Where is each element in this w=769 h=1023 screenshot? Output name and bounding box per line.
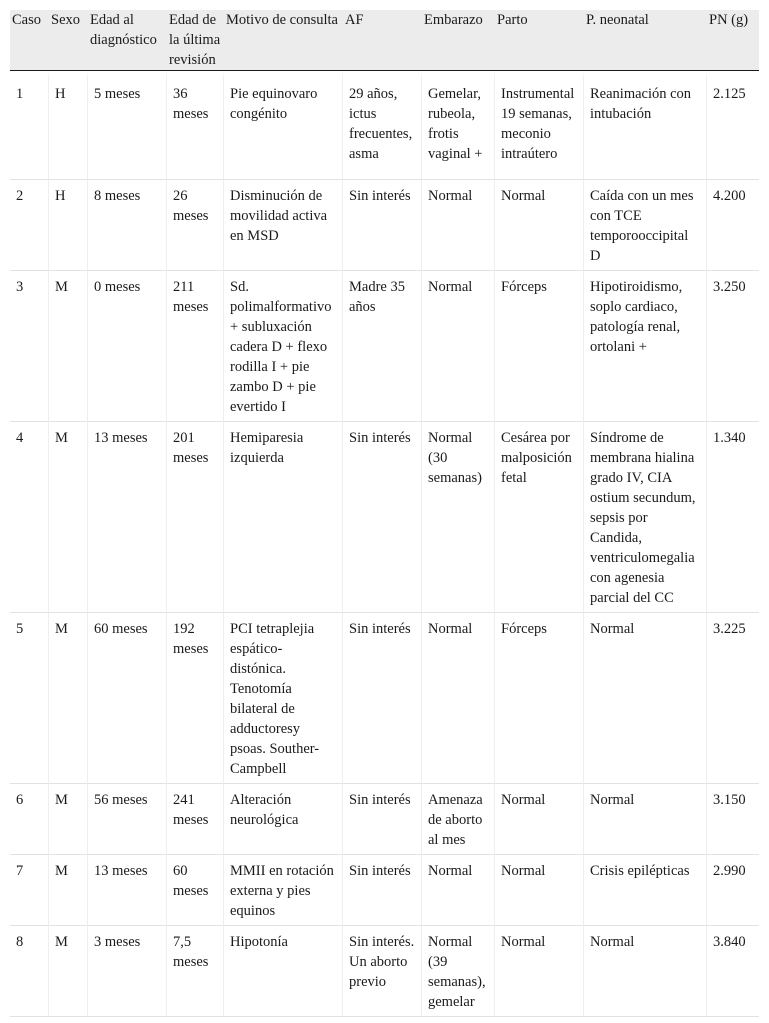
cell-parto: Instrumental 19 semanas, meconio intraútero: [495, 71, 584, 180]
cell-pn: 3.225: [707, 613, 759, 784]
header-af: AF: [343, 10, 422, 71]
cell-embarazo: Normal: [422, 855, 495, 926]
cell-embarazo: Normal: [422, 613, 495, 784]
cell-af: Sin interés: [343, 180, 422, 271]
cell-edad-diagnostico: 56 meses: [88, 784, 167, 855]
header-edad-revision: Edad de la última revisión: [167, 10, 224, 71]
table-header: [10, 10, 759, 71]
cell-p-neonatal: Reanimación con intubación: [584, 71, 707, 180]
cell-parto: Cesárea por malposición fetal: [495, 422, 584, 613]
cell-sexo: M: [49, 926, 88, 1017]
cell-caso: 5: [10, 613, 49, 784]
cell-pn: 2.990: [707, 855, 759, 926]
cell-motivo: MMII en rotación externa y pies equinos: [224, 855, 343, 926]
cell-edad-diagnostico: 13 meses: [88, 422, 167, 613]
cell-p-neonatal: Normal: [584, 926, 707, 1017]
table-row: [10, 613, 759, 784]
cell-edad-diagnostico: 3 meses: [88, 926, 167, 1017]
cell-af: Sin interés: [343, 613, 422, 784]
cell-edad-revision: 211 meses: [167, 271, 224, 422]
cell-p-neonatal: Hipotiroidismo, soplo cardiaco, patología renal, ortolani +: [584, 271, 707, 422]
cell-parto: Normal: [495, 180, 584, 271]
cell-edad-diagnostico: 0 meses: [88, 271, 167, 422]
table-row: [10, 180, 759, 271]
cell-motivo: Pie equinovaro congénito: [224, 71, 343, 180]
cell-pn: 1.340: [707, 422, 759, 613]
cell-edad-revision: 60 meses: [167, 855, 224, 926]
table-row: [10, 926, 759, 1017]
header-edad-diagnostico: Edad al diagnóstico: [88, 10, 167, 71]
cell-edad-revision: 7,5 meses: [167, 926, 224, 1017]
cell-edad-diagnostico: 13 meses: [88, 855, 167, 926]
table-row: [10, 855, 759, 926]
cell-embarazo: Normal: [422, 180, 495, 271]
cell-sexo: H: [49, 71, 88, 180]
cell-pn: 4.200: [707, 180, 759, 271]
table-row: [10, 271, 759, 422]
cell-caso: 3: [10, 271, 49, 422]
cell-sexo: M: [49, 784, 88, 855]
cell-embarazo: Amenaza de aborto al mes: [422, 784, 495, 855]
cell-edad-revision: 241 meses: [167, 784, 224, 855]
cell-sexo: M: [49, 855, 88, 926]
cell-p-neonatal: Normal: [584, 613, 707, 784]
cell-sexo: M: [49, 613, 88, 784]
cell-edad-diagnostico: 60 meses: [88, 613, 167, 784]
cell-caso: 8: [10, 926, 49, 1017]
table-row: [10, 71, 759, 180]
cell-caso: 2: [10, 180, 49, 271]
cell-embarazo: Gemelar, rubeola, frotis vaginal +: [422, 71, 495, 180]
cell-parto: Fórceps: [495, 271, 584, 422]
header-embarazo: Embarazo: [422, 10, 495, 71]
cell-pn: 3.250: [707, 271, 759, 422]
cell-edad-revision: 192 meses: [167, 613, 224, 784]
header-sexo: Sexo: [49, 10, 88, 71]
table-body: [10, 71, 759, 1017]
cell-p-neonatal: Crisis epilépticas: [584, 855, 707, 926]
table-row: [10, 784, 759, 855]
cell-af: Sin interés: [343, 422, 422, 613]
cell-sexo: H: [49, 180, 88, 271]
cell-af: 29 años, ictus frecuentes, asma: [343, 71, 422, 180]
cell-edad-diagnostico: 8 meses: [88, 180, 167, 271]
cell-parto: Normal: [495, 855, 584, 926]
cell-parto: Fórceps: [495, 613, 584, 784]
cell-parto: Normal: [495, 784, 584, 855]
cell-sexo: M: [49, 422, 88, 613]
cell-embarazo: Normal (30 semanas): [422, 422, 495, 613]
cell-sexo: M: [49, 271, 88, 422]
cell-af: Sin interés: [343, 855, 422, 926]
cell-motivo: Hemiparesia izquierda: [224, 422, 343, 613]
header-parto: Parto: [495, 10, 584, 71]
cell-pn: 2.125: [707, 71, 759, 180]
cell-edad-revision: 201 meses: [167, 422, 224, 613]
clinical-cases-table: [10, 10, 759, 1017]
cell-af: Madre 35 años: [343, 271, 422, 422]
cell-caso: 7: [10, 855, 49, 926]
header-motivo: Motivo de consulta: [224, 10, 343, 71]
cell-motivo: Alteración neurológica: [224, 784, 343, 855]
cell-embarazo: Normal: [422, 271, 495, 422]
cell-caso: 6: [10, 784, 49, 855]
cell-motivo: Disminución de movilidad activa en MSD: [224, 180, 343, 271]
cell-embarazo: Normal (39 semanas), gemelar: [422, 926, 495, 1017]
cell-p-neonatal: Caída con un mes con TCE temporooccipital D: [584, 180, 707, 271]
header-caso: Caso: [10, 10, 49, 71]
cell-p-neonatal: Normal: [584, 784, 707, 855]
cell-af: Sin interés: [343, 784, 422, 855]
cell-pn: 3.150: [707, 784, 759, 855]
cell-parto: Normal: [495, 926, 584, 1017]
cell-motivo: PCI tetraplejia espático-distónica. Tenotomía bilateral de adductoresy psoas. Souther-Campbell: [224, 613, 343, 784]
cell-motivo: Sd. polimalformativo + subluxación cadera D + flexo rodilla I + pie zambo D + pie evertido I: [224, 271, 343, 422]
cell-edad-revision: 36 meses: [167, 71, 224, 180]
cell-p-neonatal: Síndrome de membrana hialina grado IV, CIA ostium secundum, sepsis por Candida, ventriculomegalia con agenesia parcial del CC: [584, 422, 707, 613]
table-row: [10, 422, 759, 613]
header-row: [10, 10, 759, 71]
cell-edad-diagnostico: 5 meses: [88, 71, 167, 180]
cell-edad-revision: 26 meses: [167, 180, 224, 271]
header-p-neonatal: P. neonatal: [584, 10, 707, 71]
cell-caso: 4: [10, 422, 49, 613]
header-pn: PN (g): [707, 10, 759, 71]
cell-caso: 1: [10, 71, 49, 180]
cell-af: Sin interés. Un aborto previo: [343, 926, 422, 1017]
cell-pn: 3.840: [707, 926, 759, 1017]
cell-motivo: Hipotonía: [224, 926, 343, 1017]
